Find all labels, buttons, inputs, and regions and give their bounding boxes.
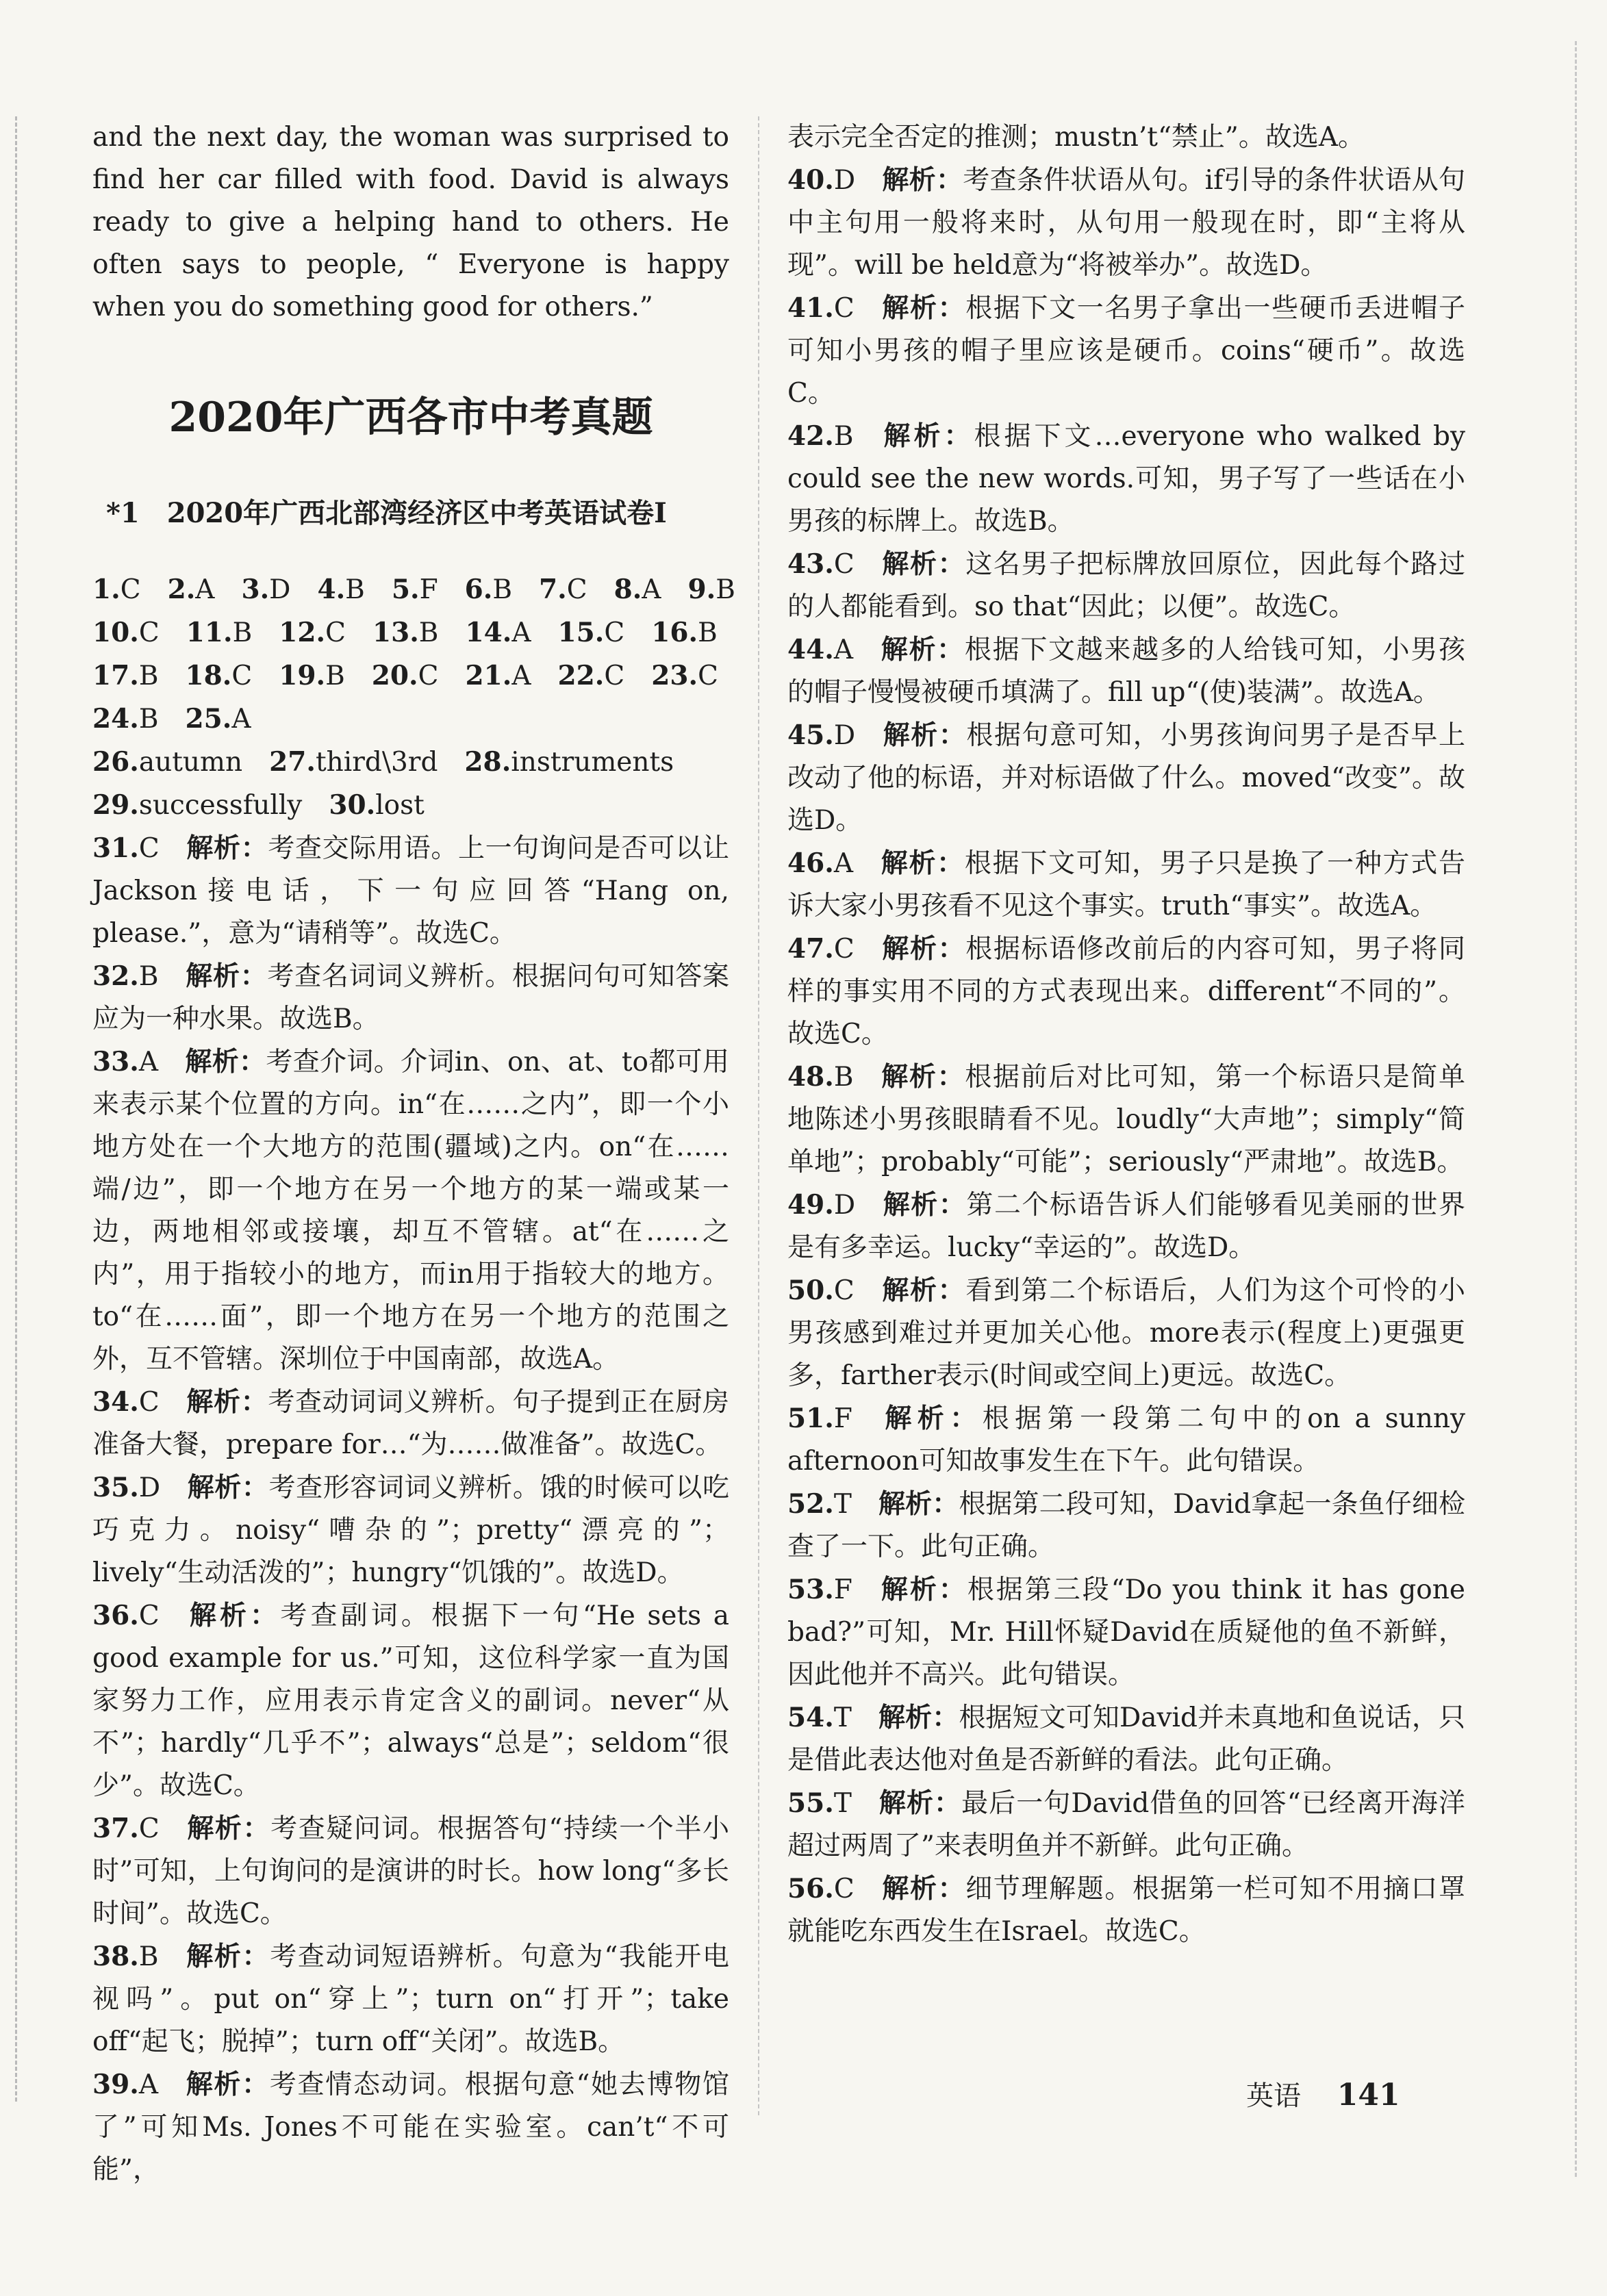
question-number: 34. xyxy=(92,1386,139,1418)
answer-value: B xyxy=(325,661,345,691)
answer-value: B xyxy=(232,617,253,648)
answer-number: 13. xyxy=(372,617,419,648)
explanation-item xyxy=(787,714,1465,842)
analysis-label: 解析： xyxy=(881,1873,966,1904)
explanation-item xyxy=(787,1483,1465,1568)
answer-letter: D xyxy=(833,1190,856,1221)
answer-number: 15. xyxy=(557,617,605,648)
analysis-label: 解析： xyxy=(185,1046,266,1077)
right-continuation: 表示完全否定的推测；mustn’t“禁止”。故选A。 xyxy=(787,122,1365,153)
answer-value: A xyxy=(195,574,215,605)
paper-title: *1 2020年广西北部湾经济区中考英语试卷Ⅰ xyxy=(106,497,667,529)
column-divider xyxy=(758,116,759,2115)
answer-letter: A xyxy=(833,635,854,665)
question-number: 39. xyxy=(92,2069,139,2100)
page-number: 141 xyxy=(1337,2078,1400,2113)
answer-value: lost xyxy=(375,790,425,821)
answer-row xyxy=(92,784,729,827)
analysis-label: 解析： xyxy=(186,1600,281,1631)
analysis-label: 解析： xyxy=(880,1061,965,1093)
analysis-label: 解析： xyxy=(186,1813,271,1844)
analysis-label: 解析： xyxy=(881,548,966,580)
answer-value: C xyxy=(418,661,439,691)
question-number: 38. xyxy=(92,1941,139,1972)
answer-value: A xyxy=(511,661,531,691)
answer-value: A xyxy=(642,574,661,605)
explanation-text: 根据短文可知David并未真地和鱼说话，只是借此表达他对鱼是否新鲜的看法。此句正确。 xyxy=(787,1702,1465,1776)
explanation-item xyxy=(787,1184,1465,1269)
explanation-item xyxy=(787,628,1465,714)
question-number: 31. xyxy=(92,832,139,864)
left-explanations xyxy=(92,827,729,2191)
answer-number: 7. xyxy=(539,574,567,605)
answer-number: 6. xyxy=(464,574,493,605)
answer-value: B xyxy=(138,661,159,691)
answer-letter: B xyxy=(138,1941,159,1972)
analysis-label: 解析： xyxy=(881,292,966,324)
explanation-text: 根据下文可知，男子只是换了一种方式告诉大家小男孩看不见这个事实。truth“事实”。故选A。 xyxy=(787,848,1465,921)
explanation-text: 考查名词词义辨析。根据问句可知答案应为一种水果。故选B。 xyxy=(92,961,729,1034)
answer-number: 8. xyxy=(613,574,642,605)
analysis-label: 解析： xyxy=(880,420,974,452)
explanation-text: 看到第二个标语后，人们为这个可怜的小男孩感到难过并更加关心他。more表示(程度上)更强更多，farther表示(时间或空间上)更远。故选C。 xyxy=(787,1275,1465,1391)
question-number: 45. xyxy=(787,719,834,751)
explanation-text: 根据标语修改前后的内容可知，男子将同样的事实用不同的方式表现出来。different“不同的”。故选C。 xyxy=(787,934,1465,1049)
answer-number: 18. xyxy=(185,660,232,691)
answer-value: B xyxy=(345,574,365,605)
left-column xyxy=(92,116,735,2191)
explanation-text: 考查介词。介词in、on、at、to都可用来表示某个位置的方向。in“在……之内”，即一个小地方处在一个大地方的范围(疆域)之内。on“在……端/边”，即一个地方在另一个地方的某一端或某一边，两地相邻或接壤，却互不管辖。at“在……之内”，用于指较小的地方，而in用于指较大的地方。to“在……面”，即一个地方在另一个地方的范围之外，互不管辖。深圳位于中国南部，故选A。 xyxy=(92,1047,729,1375)
answer-value: C xyxy=(231,661,253,691)
answer-letter: C xyxy=(138,833,160,864)
answer-number: 24. xyxy=(92,703,139,735)
question-number: 43. xyxy=(787,548,834,580)
answer-letter: C xyxy=(138,1600,160,1631)
answer-number: 11. xyxy=(186,617,233,648)
answer-row xyxy=(92,568,735,611)
answer-value: autumn xyxy=(138,747,243,778)
explanation-item xyxy=(787,842,1465,928)
answer-number: 5. xyxy=(391,574,420,605)
answer-value: C xyxy=(566,574,587,605)
answer-value: B xyxy=(698,617,718,648)
answer-number: 26. xyxy=(92,746,139,778)
binding-dash-line-left xyxy=(15,116,17,2102)
answer-value: B xyxy=(418,617,439,648)
answer-number: 27. xyxy=(269,746,316,778)
analysis-label: 解析： xyxy=(878,1787,962,1819)
explanation-text: 根据第二段可知，David拿起一条鱼仔细检查了一下。此句正确。 xyxy=(787,1489,1465,1562)
analysis-label: 解析： xyxy=(185,960,268,992)
question-number: 48. xyxy=(787,1061,834,1093)
explanation-text: 根据下文一名男子拿出一些硬币丢进帽子可知小男孩的帽子里应该是硬币。coins“硬币”。故选C。 xyxy=(787,293,1465,409)
explanation-item xyxy=(787,1397,1465,1483)
answer-number: 17. xyxy=(92,660,139,691)
answer-letter: A xyxy=(138,2069,159,2100)
answer-number: 21. xyxy=(465,660,512,691)
explanation-text: 细节理解题。根据第一栏可知不用摘口罩就能吃东西发生在Israel。故选C。 xyxy=(787,1874,1465,1947)
explanation-item xyxy=(787,1782,1465,1867)
explanation-item xyxy=(787,928,1465,1056)
answer-letter: C xyxy=(833,293,855,324)
analysis-label: 解析： xyxy=(880,847,965,879)
explanation-text: 考查副词。根据下一句“He sets a good example for us.”可知，这位科学家一直为国家努力工作，应用表示肯定含义的副词。never“从不”；hardly“几乎不”；always“总是”；seldom“很少”。故选C。 xyxy=(92,1600,729,1801)
answer-row xyxy=(92,654,729,698)
explanation-text: 考查形容词词义辨析。饿的时候可以吃巧克力。noisy“嘈杂的”；pretty“漂亮的”；lively“生动活泼的”；hungry“饥饿的”。故选D。 xyxy=(92,1472,729,1588)
question-number: 35. xyxy=(92,1472,139,1503)
answer-value: C xyxy=(120,574,141,605)
explanation-item xyxy=(92,2063,729,2191)
analysis-label: 解析： xyxy=(185,1941,270,1972)
question-number: 32. xyxy=(92,960,139,992)
answer-number: 25. xyxy=(185,703,232,735)
explanation-item xyxy=(787,1568,1465,1696)
explanation-text: 最后一句David借鱼的回答“已经离开海洋超过两周了”来表明鱼并不新鲜。此句正确。 xyxy=(787,1788,1465,1861)
answer-letter: B xyxy=(833,1062,854,1093)
question-number: 54. xyxy=(787,1702,834,1733)
question-number: 52. xyxy=(787,1488,834,1520)
explanation-item xyxy=(787,543,1465,628)
explanation-text: 考查情态动词。根据句意“她去博物馆了”可知Ms. Jones不可能在实验室。can’t“不可能”， xyxy=(92,2069,729,2185)
question-number: 42. xyxy=(787,420,834,452)
answer-number: 30. xyxy=(329,789,376,821)
analysis-label: 解析： xyxy=(878,1574,967,1605)
question-number: 37. xyxy=(92,1813,139,1844)
answer-value: B xyxy=(716,574,735,605)
explanation-text: 考查动词短语辨析。句意为“我能开电视吗”。put on“穿上”；turn on“打开”；take off“起飞；脱掉”；turn off“关闭”。故选B。 xyxy=(92,1941,729,2057)
answer-number: 3. xyxy=(241,574,270,605)
explanation-text: 根据句意可知，小男孩询问男子是否早上改动了他的标语，并对标语做了什么。moved“改变”。故选D。 xyxy=(787,720,1465,836)
answer-value: A xyxy=(231,704,251,735)
page-footer xyxy=(1246,2074,1400,2113)
analysis-label: 解析： xyxy=(185,2069,270,2100)
section-title: 2020年广西各市中考真题 xyxy=(168,394,653,442)
answer-value: A xyxy=(511,617,531,648)
answer-number: 29. xyxy=(92,789,139,821)
explanation-item xyxy=(787,1269,1465,1397)
explanation-item xyxy=(92,1807,729,1935)
answer-letter: B xyxy=(138,961,159,992)
explanation-item xyxy=(787,287,1465,415)
answer-value: C xyxy=(604,617,625,648)
answer-letter: C xyxy=(138,1813,160,1844)
explanation-text: 考查动词词义辨析。句子提到正在厨房准备大餐，prepare for…“为……做准备”。故选C。 xyxy=(92,1387,729,1460)
answer-value: successfully xyxy=(138,790,303,821)
analysis-label: 解析： xyxy=(881,1275,966,1306)
explanation-item xyxy=(92,1466,729,1594)
right-column xyxy=(787,116,1465,1953)
answer-value: B xyxy=(138,704,159,735)
answer-value: B xyxy=(492,574,513,605)
question-number: 36. xyxy=(92,1600,139,1631)
answer-number: 9. xyxy=(687,574,716,605)
analysis-label: 解析： xyxy=(882,164,963,196)
analysis-label: 解析： xyxy=(878,1488,959,1520)
answer-value: D xyxy=(269,574,291,605)
question-number: 50. xyxy=(787,1275,834,1306)
explanation-item xyxy=(92,827,729,955)
explanation-text: 考查交际用语。上一句询问是否可以让Jackson接电话，下一句应回答“Hang on, please.”，意为“请稍等”。故选C。 xyxy=(92,833,729,949)
analysis-label: 解析： xyxy=(186,1386,268,1418)
answer-number: 23. xyxy=(651,660,698,691)
answer-letter: D xyxy=(833,165,856,196)
question-number: 53. xyxy=(787,1574,834,1605)
answer-value: C xyxy=(698,661,718,691)
answer-letter: F xyxy=(833,1574,852,1605)
explanation-text: 根据第一段第二句中的on a sunny afternoon可知故事发生在下午。此句错误。 xyxy=(787,1403,1465,1477)
answer-key xyxy=(92,568,735,827)
answer-row xyxy=(92,611,729,654)
right-explanations xyxy=(787,159,1465,1953)
explanation-item xyxy=(92,1935,729,2063)
explanation-text: 根据下文…everyone who walked by could see the new words.可知，男子写了一些话在小男孩的标牌上。故选B。 xyxy=(787,421,1465,537)
answer-value: third\3rd xyxy=(315,747,438,778)
explanation-text: 根据第三段“Do you think it has gone bad?”可知，Mr. Hill怀疑David在质疑他的鱼不新鲜，因此他并不高兴。此句错误。 xyxy=(787,1574,1465,1690)
answer-value: C xyxy=(604,661,625,691)
question-number: 33. xyxy=(92,1046,139,1077)
answer-number: 19. xyxy=(279,660,326,691)
answer-letter: D xyxy=(138,1472,161,1503)
answer-value: C xyxy=(325,617,346,648)
analysis-label: 解析： xyxy=(186,832,268,864)
explanation-item xyxy=(92,1594,729,1807)
answer-value: F xyxy=(419,574,438,605)
answer-letter: A xyxy=(833,848,854,879)
explanation-item xyxy=(787,1056,1465,1184)
answer-letter: T xyxy=(833,1788,852,1819)
analysis-label: 解析： xyxy=(882,719,967,751)
analysis-label: 解析： xyxy=(880,634,965,665)
answer-letter: T xyxy=(833,1702,852,1733)
answer-letter: T xyxy=(833,1489,852,1520)
analysis-label: 解析： xyxy=(878,1702,959,1733)
answer-number: 16. xyxy=(651,617,698,648)
explanation-text: 根据下文越来越多的人给钱可知，小男孩的帽子慢慢被硬币填满了。fill up“(使)装满”。故选A。 xyxy=(787,635,1465,708)
question-number: 55. xyxy=(787,1787,834,1819)
explanation-item xyxy=(787,1696,1465,1782)
answer-letter: C xyxy=(138,1387,160,1418)
answer-number: 12. xyxy=(279,617,326,648)
answer-letter: A xyxy=(138,1047,159,1077)
question-number: 56. xyxy=(787,1873,834,1904)
answer-row xyxy=(92,698,729,741)
question-number: 46. xyxy=(787,847,834,879)
answer-letter: B xyxy=(833,421,854,452)
explanation-item xyxy=(787,415,1465,543)
explanation-item xyxy=(92,955,729,1041)
analysis-label: 解析： xyxy=(882,1189,967,1221)
analysis-label: 解析： xyxy=(881,933,966,965)
answer-value: instruments xyxy=(511,747,674,778)
answer-value: C xyxy=(138,617,160,648)
answer-number: 20. xyxy=(371,660,418,691)
answer-number: 1. xyxy=(92,574,121,605)
answer-letter: C xyxy=(833,1275,855,1306)
question-number: 40. xyxy=(787,164,834,196)
explanation-text: 第二个标语告诉人们能够看见美丽的世界是有多幸运。lucky“幸运的”。故选D。 xyxy=(787,1190,1465,1263)
binding-dash-line-right xyxy=(1575,41,1577,2177)
answer-letter: C xyxy=(833,549,855,580)
answer-letter: F xyxy=(833,1403,852,1434)
answer-number: 14. xyxy=(465,617,512,648)
explanation-item xyxy=(92,1041,729,1381)
explanation-text: 考查疑问词。根据答句“持续一个半小时”可知，上句询问的是演讲的时长。how long“多长时间”。故选C。 xyxy=(92,1813,729,1929)
question-number: 51. xyxy=(787,1403,834,1434)
explanation-item xyxy=(92,1381,729,1466)
explanation-item xyxy=(787,159,1465,287)
question-number: 44. xyxy=(787,634,834,665)
answer-number: 2. xyxy=(167,574,196,605)
answer-number: 10. xyxy=(92,617,139,648)
explanation-text: 这名男子把标牌放回原位，因此每个路过的人都能看到。so that“因此；以便”。故选C。 xyxy=(787,549,1465,622)
answer-row xyxy=(92,741,729,784)
question-number: 49. xyxy=(787,1189,834,1221)
analysis-label: 解析： xyxy=(878,1403,983,1434)
intro-passage: and the next day, the woman was surprised to find her car filled with food. David is always ready to give a helping hand to others. He often says to people, “ Everyone is happy when you do something good for others.” xyxy=(92,122,729,322)
explanation-item xyxy=(787,1867,1465,1953)
footer-subject: 英语 xyxy=(1246,2080,1301,2112)
answer-number: 28. xyxy=(464,746,511,778)
answer-letter: C xyxy=(833,1874,855,1904)
answer-letter: D xyxy=(833,720,856,751)
answer-number: 4. xyxy=(317,574,346,605)
question-number: 41. xyxy=(787,292,834,324)
explanation-text: 根据前后对比可知，第一个标语只是简单地陈述小男孩眼睛看不见。loudly“大声地”；simply“简单地”；probably“可能”；seriously“严肃地”。故选B。 xyxy=(787,1062,1465,1177)
answer-number: 22. xyxy=(557,660,605,691)
explanation-text: 考查条件状语从句。if引导的条件状语从句中主句用一般将来时，从句用一般现在时，即“主将从现”。will be held意为“将被举办”。故选D。 xyxy=(787,165,1465,281)
answer-letter: C xyxy=(833,934,855,965)
question-number: 47. xyxy=(787,933,834,965)
analysis-label: 解析： xyxy=(187,1472,269,1503)
